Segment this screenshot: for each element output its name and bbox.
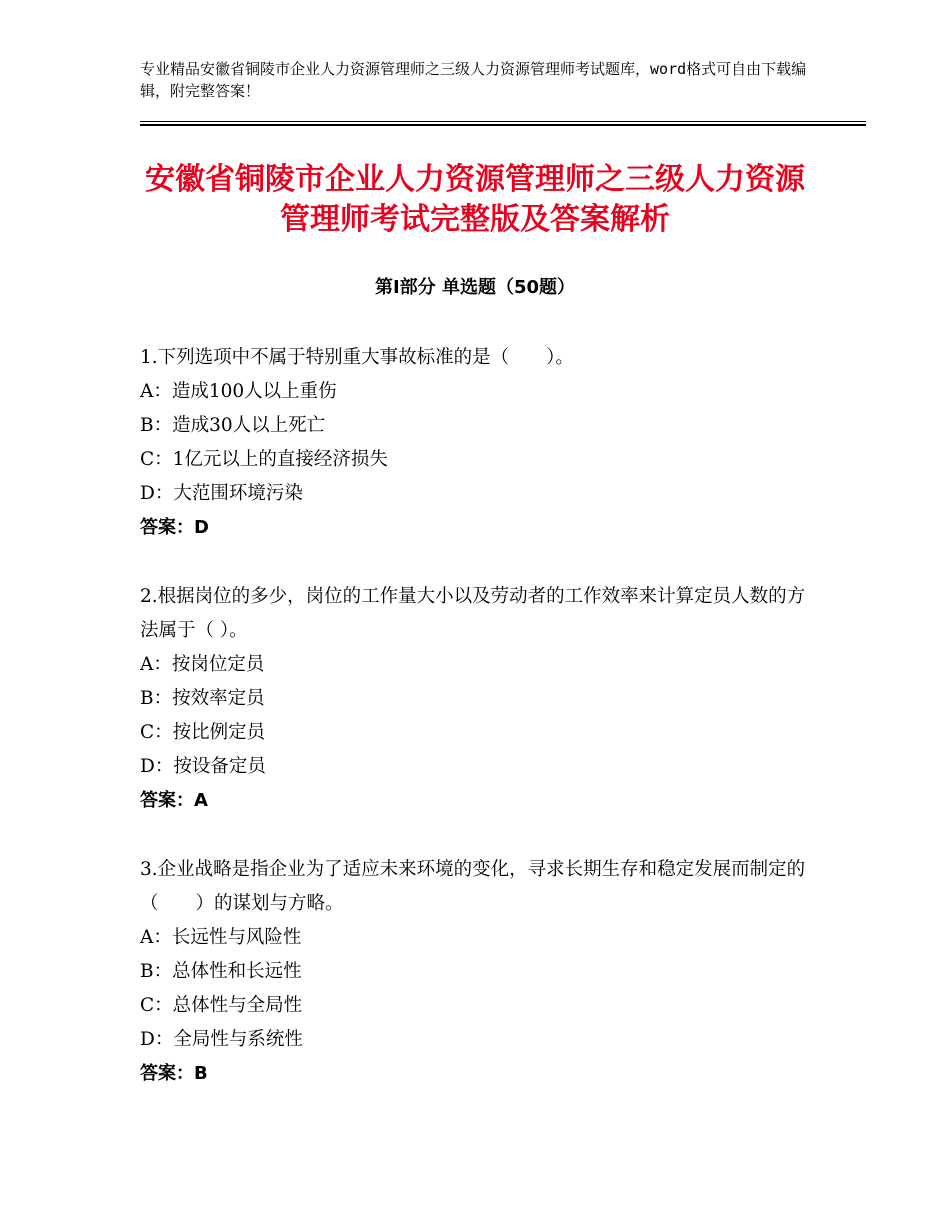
question-stem: 1.下列选项中不属于特别重大事故标准的是（ ）。 (140, 347, 574, 368)
option-c: C：按比例定员 (140, 722, 266, 743)
document-title: 安徽省铜陵市企业人力资源管理师之三级人力资源管理师考试完整版及答案解析 (145, 162, 805, 237)
option-b: B：按效率定员 (140, 688, 265, 709)
question-1 (140, 341, 820, 545)
section-heading: 第Ⅰ部分 单选题（50题） (374, 277, 575, 298)
option-c: C：1亿元以上的直接经济损失 (140, 449, 388, 470)
option-d: D：按设备定员 (140, 756, 266, 777)
option-d: D：大范围环境污染 (140, 483, 303, 504)
option-c: C：总体性与全局性 (140, 995, 303, 1016)
header-divider-thin (140, 121, 866, 122)
option-a: A：长远性与风险性 (140, 927, 302, 948)
answer: 答案：A (140, 790, 208, 811)
question-stem: 3.企业战略是指企业为了适应未来环境的变化，寻求长期生存和稳定发展而制定的（ ）的谋划与方略。 (140, 859, 806, 914)
option-d: D：全局性与系统性 (140, 1029, 303, 1050)
option-b: B：总体性和长远性 (140, 961, 302, 982)
header-note: 专业精品安徽省铜陵市企业人力资源管理师之三级人力资源管理师考试题库，word格式可自由下载编辑，附完整答案！ (140, 60, 807, 100)
option-a: A：按岗位定员 (140, 654, 265, 675)
question-stem: 2.根据岗位的多少，岗位的工作量大小以及劳动者的工作效率来计算定员人数的方法属于（ ）。 (140, 586, 806, 641)
answer: 答案：D (140, 517, 209, 538)
option-b: B：造成30人以上死亡 (140, 415, 326, 436)
answer: 答案：B (140, 1063, 208, 1084)
question-3 (140, 853, 820, 1091)
header-divider-thick (140, 124, 866, 126)
option-a: A：造成100人以上重伤 (140, 381, 337, 402)
question-2 (140, 580, 820, 818)
